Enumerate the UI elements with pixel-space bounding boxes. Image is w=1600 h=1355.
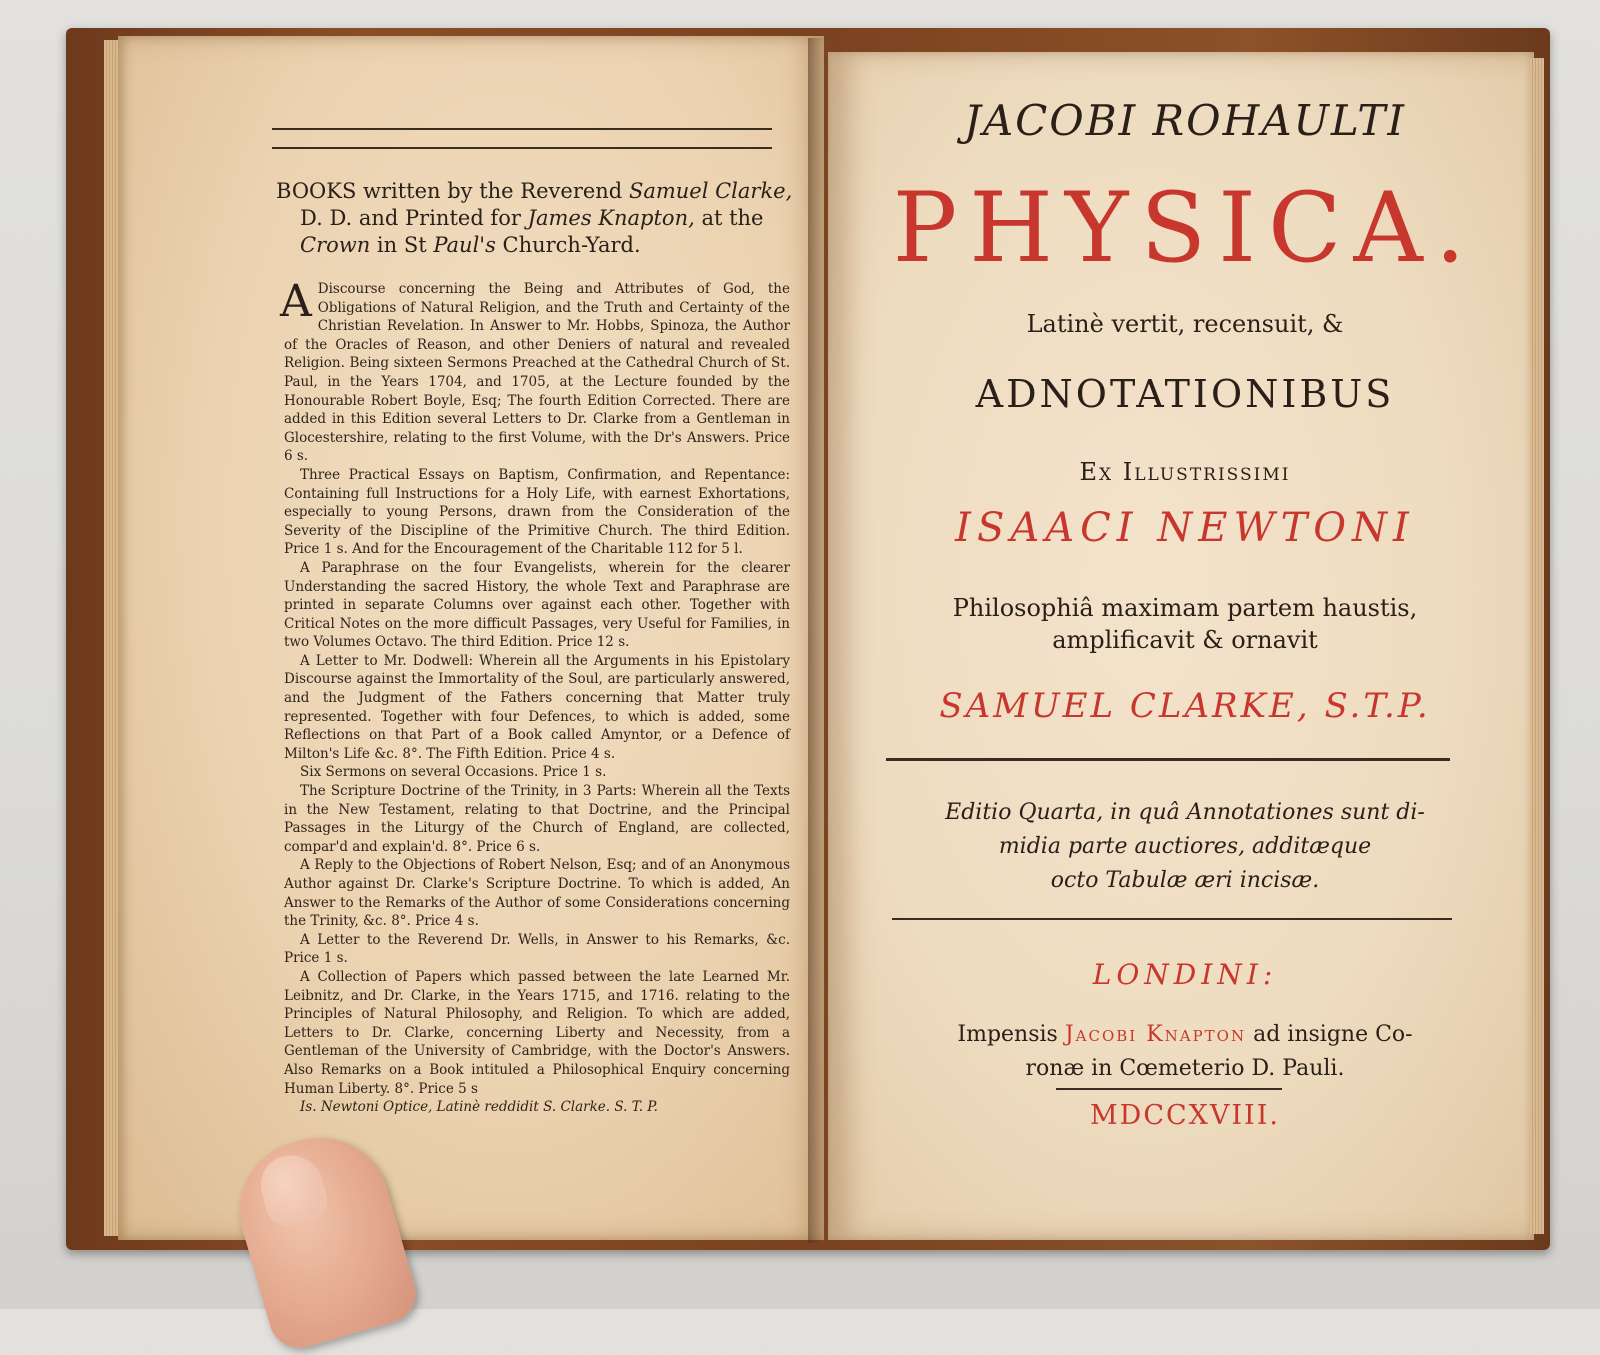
book-entry: A Paraphrase on the four Evangelists, wherein for the clearer Understanding the sacred History, the whole Text and Paraphrase are printed in separate Columns over against each other. Together with Critical Notes on the more difficult Passages, very Useful for Families, in two Volumes Octavo. The third Edition. Price 12 s.	[284, 559, 790, 651]
date-rule	[1056, 1088, 1282, 1090]
top-rule-2	[272, 147, 772, 149]
book-title: PHYSICA.	[892, 172, 1478, 284]
clarke-name: SAMUEL CLARKE, S.T.P.	[939, 686, 1431, 726]
newton-name: ISAACI NEWTONI	[955, 505, 1415, 551]
book-entry: A Reply to the Objections of Robert Nelson, Esq; and of an Anonymous Author against Dr. Clarke's Scripture Doctrine. To which is added, An Answer to the Remarks of the Author of some Considerations concerning the Trinity, &c. 8°. Price 4 s.	[284, 857, 790, 930]
book-entry: A Letter to Mr. Dodwell: Wherein all the Arguments in his Epistolary Discourse against the Immortality of the Soul, are particularly answered, and the Judgment of the Fathers concerning that Matter truly represented. Together with four Defences, to which is added, some Reflections on that Part of a Book called Amyntor, or a Defence of Milton's Life &c. 8°. The Fifth Edition. Price 4 s.	[284, 652, 790, 762]
imprint-publisher: Impensis Jacobi Knapton ad insigne Co- ronæ in Cœmeterio D. Pauli.	[957, 1022, 1413, 1081]
books-list-heading: BOOKS written by the Reverend Samuel Clarke, D. D. and Printed for James Knapton, at the Crown in St Paul's Church-Yard.	[276, 179, 793, 257]
philosophia-lines: Philosophiâ maximam partem haustis, amplificavit & ornavit	[952, 594, 1418, 654]
ex-illustrissimi-line: Ex Illustrissimi	[1079, 458, 1291, 486]
imprint-place: LONDINI:	[1092, 958, 1278, 991]
title-rule-2	[892, 918, 1452, 920]
book-entry: The Scripture Doctrine of the Trinity, in 3 Parts: Wherein all the Texts in the New Testament, relating to that Doctrine, and the Principal Passages in the Liturgy of the Church of England, are collected, compar'd and explain'd. 8°. Price 6 s.	[284, 783, 790, 855]
imprint-date: MDCCXVIII.	[1090, 1100, 1280, 1131]
subtitle-line: Latinè vertit, recensuit, &	[1026, 310, 1344, 338]
book-entry: Six Sermons on several Occasions. Price 1 s.	[300, 764, 607, 781]
adnotationibus-line: ADNOTATIONIBUS	[975, 372, 1395, 416]
edition-statement: Editio Quarta, in quâ Annotationes sunt di- midia parte auctiores, additæque octo Tabulæ æri incisæ.	[945, 800, 1425, 893]
spine-gutter	[808, 38, 832, 1243]
book-entry: A Collection of Papers which passed between the late Learned Mr. Leibnitz, and Dr. Clarke, in the Years 1715, and 1716. relating to the Principles of Natural Philosophy, and Religion. To which are added, Letters to Dr. Clarke, concerning Liberty and Necessity, from a Gentleman of the University of Cambridge, with the Doctor's Answers. Also Remarks on a Book intituled a Philosophical Enquiry concerning Human Liberty. 8°. Price 5 s	[284, 968, 790, 1097]
books-list-body	[280, 276, 790, 1117]
book-entry: Discourse concerning the Being and Attributes of God, the Obligations of Natural Religion, and the Truth and Certainty of the Christian Revelation. In Answer to Mr. Hobbs, Spinoza, the Author of the Oracles of Reason, and other Deniers of natural and revealed Religion. Being sixteen Sermons Preached at the Cathedral Church of St. Paul, in the Years 1704, and 1705, at the Lecture founded by the Honourable Robert Boyle, Esq; The fourth Edition Corrected. There are added in this Edition several Letters to Dr. Clarke from a Gentleman in Glocestershire, relating to the first Volume, with the Dr's Answers. Price 6 s.	[284, 281, 790, 465]
right-page-edges	[1530, 58, 1544, 1234]
book-entry: Three Practical Essays on Baptism, Confirmation, and Repentance: Containing full Instructions for a Holy Life, with earnest Exhortations, especially to young Persons, drawn from the Consideration of the Severity of the Discipline of the Primitive Church. The third Edition. Price 1 s. And for the Encouragement of the Charitable 112 for 5 l.	[284, 466, 790, 558]
drop-cap: A	[280, 276, 312, 327]
book-entry: Is. Newtoni Optice, Latinè reddidit S. Clarke. S. T. P.	[300, 1099, 658, 1116]
book-entry: A Letter to the Reverend Dr. Wells, in Answer to his Remarks, &c. Price 1 s.	[284, 931, 790, 967]
top-rule-1	[272, 128, 772, 130]
author-name: JACOBI ROHAULTI	[963, 96, 1407, 145]
title-rule-1	[886, 758, 1450, 761]
